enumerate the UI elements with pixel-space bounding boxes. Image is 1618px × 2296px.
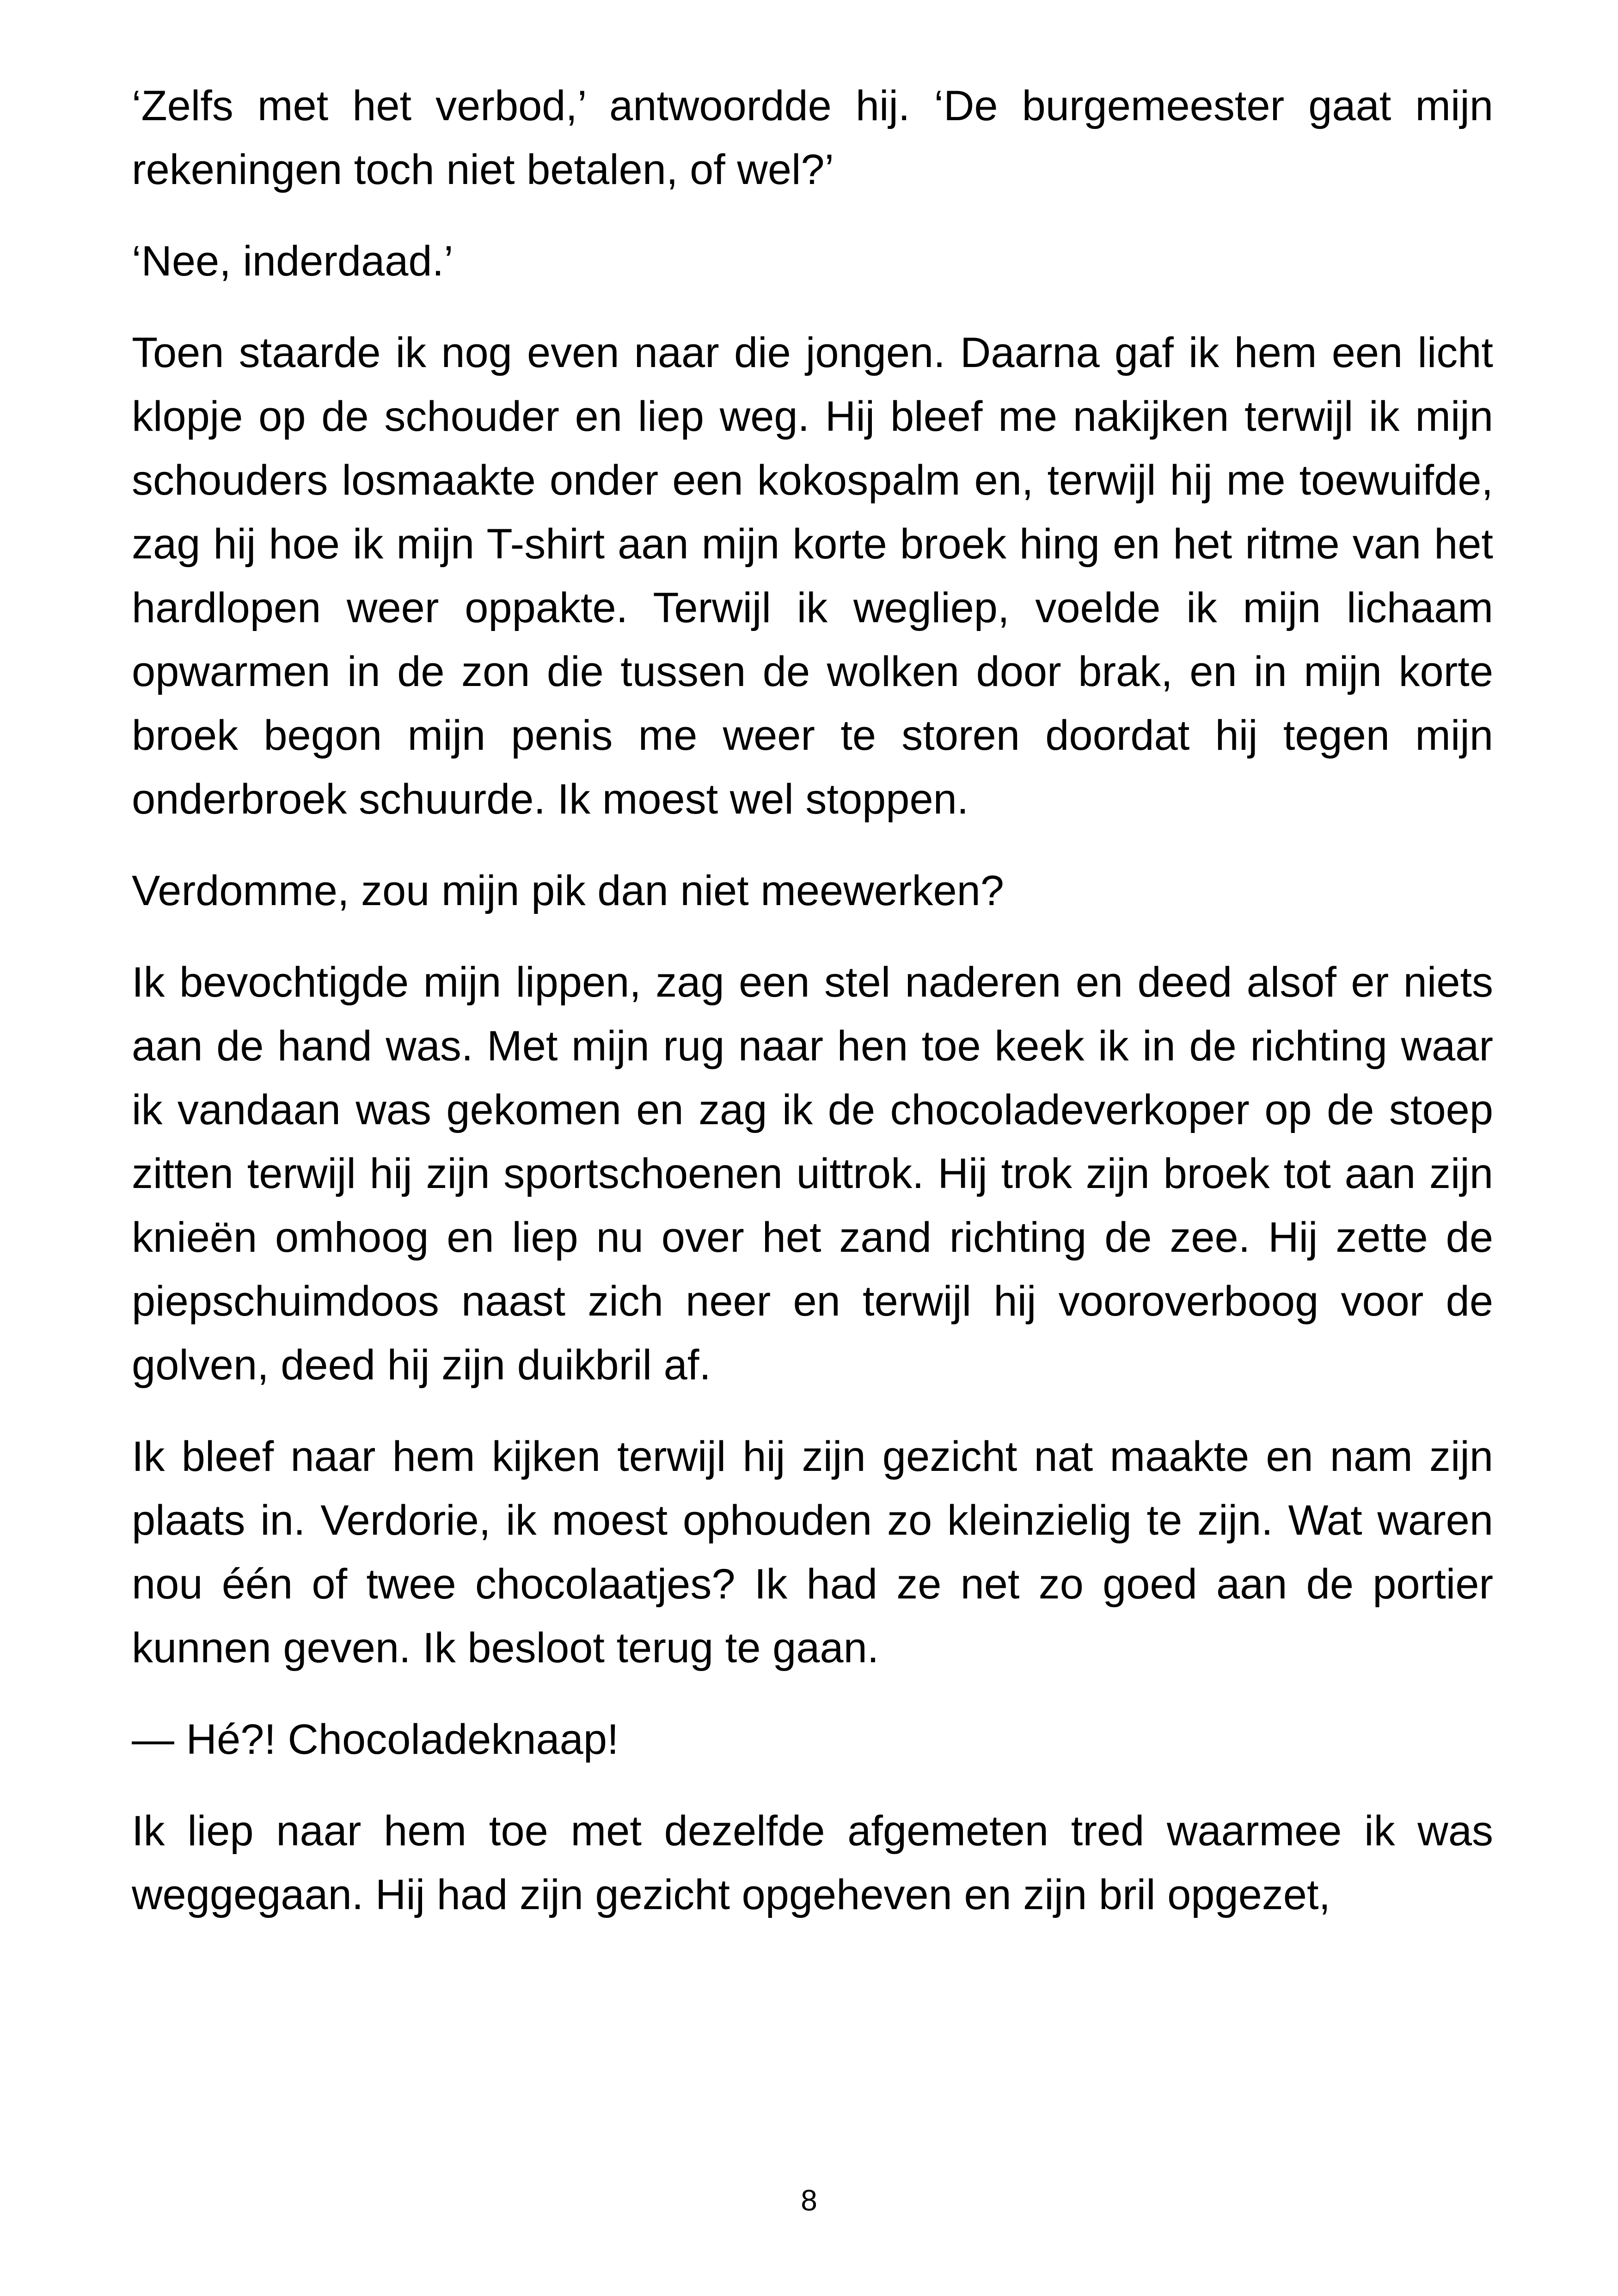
page-number: 8 xyxy=(801,2184,817,2217)
paragraph-5: Ik bevochtigde mijn lippen, zag een stel naderen en deed alsof er niets aan de hand was. Met mijn rug naar hen toe keek ik in de richting waar ik vandaan was gekomen en zag ik de chocoladeverkoper op de stoep zitten terwijl hij zijn sportschoenen uittrok. Hij trok zijn broek tot aan zijn knieën omhoog en liep nu over het zand richting de zee. Hij zette de piepschuimdoos naast zich neer en terwijl hij vooroverboog voor de golven, deed hij zijn duikbril af. xyxy=(132,959,1493,1389)
body-text xyxy=(132,74,1493,1927)
paragraph-4: Verdomme, zou mijn pik dan niet meewerken? xyxy=(132,867,1004,914)
paragraph-6: Ik bleef naar hem kijken terwijl hij zijn gezicht nat maakte en nam zijn plaats in. Verdorie, ik moest ophouden zo kleinzielig te zijn. Wat waren nou één of twee chocolaatjes? Ik had ze net zo goed aan de portier kunnen geven. Ik besloot terug te gaan. xyxy=(132,1433,1493,1671)
paragraph-3: Toen staarde ik nog even naar die jongen. Daarna gaf ik hem een licht klopje op de schouder en liep weg. Hij bleef me nakijken terwijl ik mijn schouders losmaakte onder een kokospalm en, terwijl hij me toewuifde, zag hij hoe ik mijn T-shirt aan mijn korte broek hing en het ritme van het hardlopen weer oppakte. Terwijl ik wegliep, voelde ik mijn lichaam opwarmen in de zon die tussen de wolken door brak, en in mijn korte broek begon mijn penis me weer te storen doordat hij tegen mijn onderbroek schuurde. Ik moest wel stoppen. xyxy=(132,329,1493,823)
paragraph-1: ‘Zelfs met het verbod,’ antwoordde hij. ‘De burgemeester gaat mijn rekeningen toch niet betalen, of wel?’ xyxy=(132,82,1493,193)
paragraph-2: ‘Nee, inderdaad.’ xyxy=(132,238,454,285)
paragraph-7: — Hé?! Chocoladeknaap! xyxy=(132,1716,619,1763)
paragraph-8: Ik liep naar hem toe met dezelfde afgemeten tred waarmee ik was weggegaan. Hij had zijn gezicht opgeheven en zijn bril opgezet, xyxy=(132,1807,1493,1918)
